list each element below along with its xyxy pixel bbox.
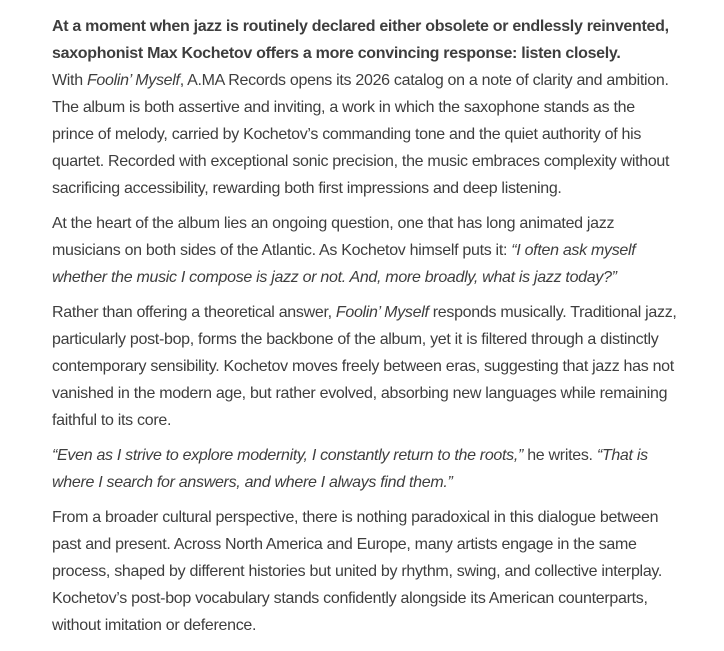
text-line bbox=[52, 504, 724, 531]
text-line bbox=[52, 380, 724, 407]
text-line bbox=[52, 175, 724, 202]
text-line bbox=[52, 407, 724, 434]
text-line bbox=[52, 148, 724, 175]
text-line bbox=[52, 67, 724, 94]
text-run: Kochetov’s post-bop vocabulary stands confidently alongside its American counterparts, bbox=[52, 590, 648, 607]
paragraph-3 bbox=[52, 299, 724, 434]
text-line bbox=[52, 121, 724, 148]
text-run: With bbox=[52, 72, 87, 89]
text-run: process, shaped by different histories but united by rhythm, swing, and collective interplay. bbox=[52, 563, 663, 580]
text-run: Rather than offering a theoretical answer, bbox=[52, 304, 336, 321]
text-run: From a broader cultural perspective, there is nothing paradoxical in this dialogue between bbox=[52, 509, 659, 526]
bold-text-run: saxophonist Max Kochetov offers a more convincing response: listen closely. bbox=[52, 45, 621, 62]
italic-text-run: “I often ask myself bbox=[511, 242, 636, 259]
text-run: musicians on both sides of the Atlantic. As Kochetov himself puts it: bbox=[52, 242, 512, 259]
text-run: responds musically. Traditional jazz, bbox=[428, 304, 677, 321]
text-run: quartet. Recorded with exceptional sonic precision, the music embraces complexity without bbox=[52, 153, 670, 170]
paragraph-1 bbox=[52, 13, 724, 202]
text-run: particularly post-bop, forms the backbone of the album, yet it is filtered through a distinctly bbox=[52, 331, 659, 348]
text-run: contemporary sensibility. Kochetov moves freely between eras, suggesting that jazz has not bbox=[52, 358, 674, 375]
text-line bbox=[52, 469, 724, 496]
italic-text-run: “That is bbox=[596, 447, 648, 464]
text-run: without imitation or deference. bbox=[52, 617, 257, 634]
text-line bbox=[52, 442, 724, 469]
italic-text-run: Foolin’ Myself bbox=[86, 72, 180, 89]
text-line bbox=[52, 13, 724, 40]
text-line bbox=[52, 353, 724, 380]
italic-text-run: Foolin’ Myself bbox=[335, 304, 429, 321]
paragraph-2 bbox=[52, 210, 724, 291]
paragraph-4 bbox=[52, 442, 724, 496]
text-line bbox=[52, 326, 724, 353]
text-run: prince of melody, carried by Kochetov’s commanding tone and the quiet authority of his bbox=[52, 126, 642, 143]
text-run: , A.MA Records opens its 2026 catalog on a note of clarity and ambition. bbox=[179, 72, 669, 89]
text-line bbox=[52, 585, 724, 612]
text-run: past and present. Across North America and Europe, many artists engage in the same bbox=[52, 536, 637, 553]
text-line bbox=[52, 531, 724, 558]
text-run: he writes. bbox=[523, 447, 597, 464]
bold-text-run: At a moment when jazz is routinely declared either obsolete or endlessly reinvented, bbox=[52, 18, 669, 35]
text-line bbox=[52, 94, 724, 121]
italic-text-run: whether the music I compose is jazz or not. And, more broadly, what is jazz today?” bbox=[52, 269, 617, 286]
text-line bbox=[52, 299, 724, 326]
italic-text-run: “Even as I strive to explore modernity, I constantly return to the roots,” bbox=[52, 447, 524, 464]
text-line bbox=[52, 558, 724, 585]
text-line bbox=[52, 210, 724, 237]
text-run: vanished in the modern age, but rather evolved, absorbing new languages while remaining bbox=[52, 385, 668, 402]
paragraph-5 bbox=[52, 504, 724, 639]
text-line bbox=[52, 264, 724, 291]
text-line bbox=[52, 237, 724, 264]
text-run: At the heart of the album lies an ongoing question, one that has long animated jazz bbox=[52, 215, 615, 232]
text-line bbox=[52, 612, 724, 639]
text-run: The album is both assertive and inviting, a work in which the saxophone stands as the bbox=[52, 99, 635, 116]
text-run: faithful to its core. bbox=[52, 412, 172, 429]
text-run: sacrificing accessibility, rewarding both first impressions and deep listening. bbox=[52, 180, 562, 197]
text-line bbox=[52, 40, 724, 67]
italic-text-run: where I search for answers, and where I always find them.” bbox=[52, 474, 453, 491]
